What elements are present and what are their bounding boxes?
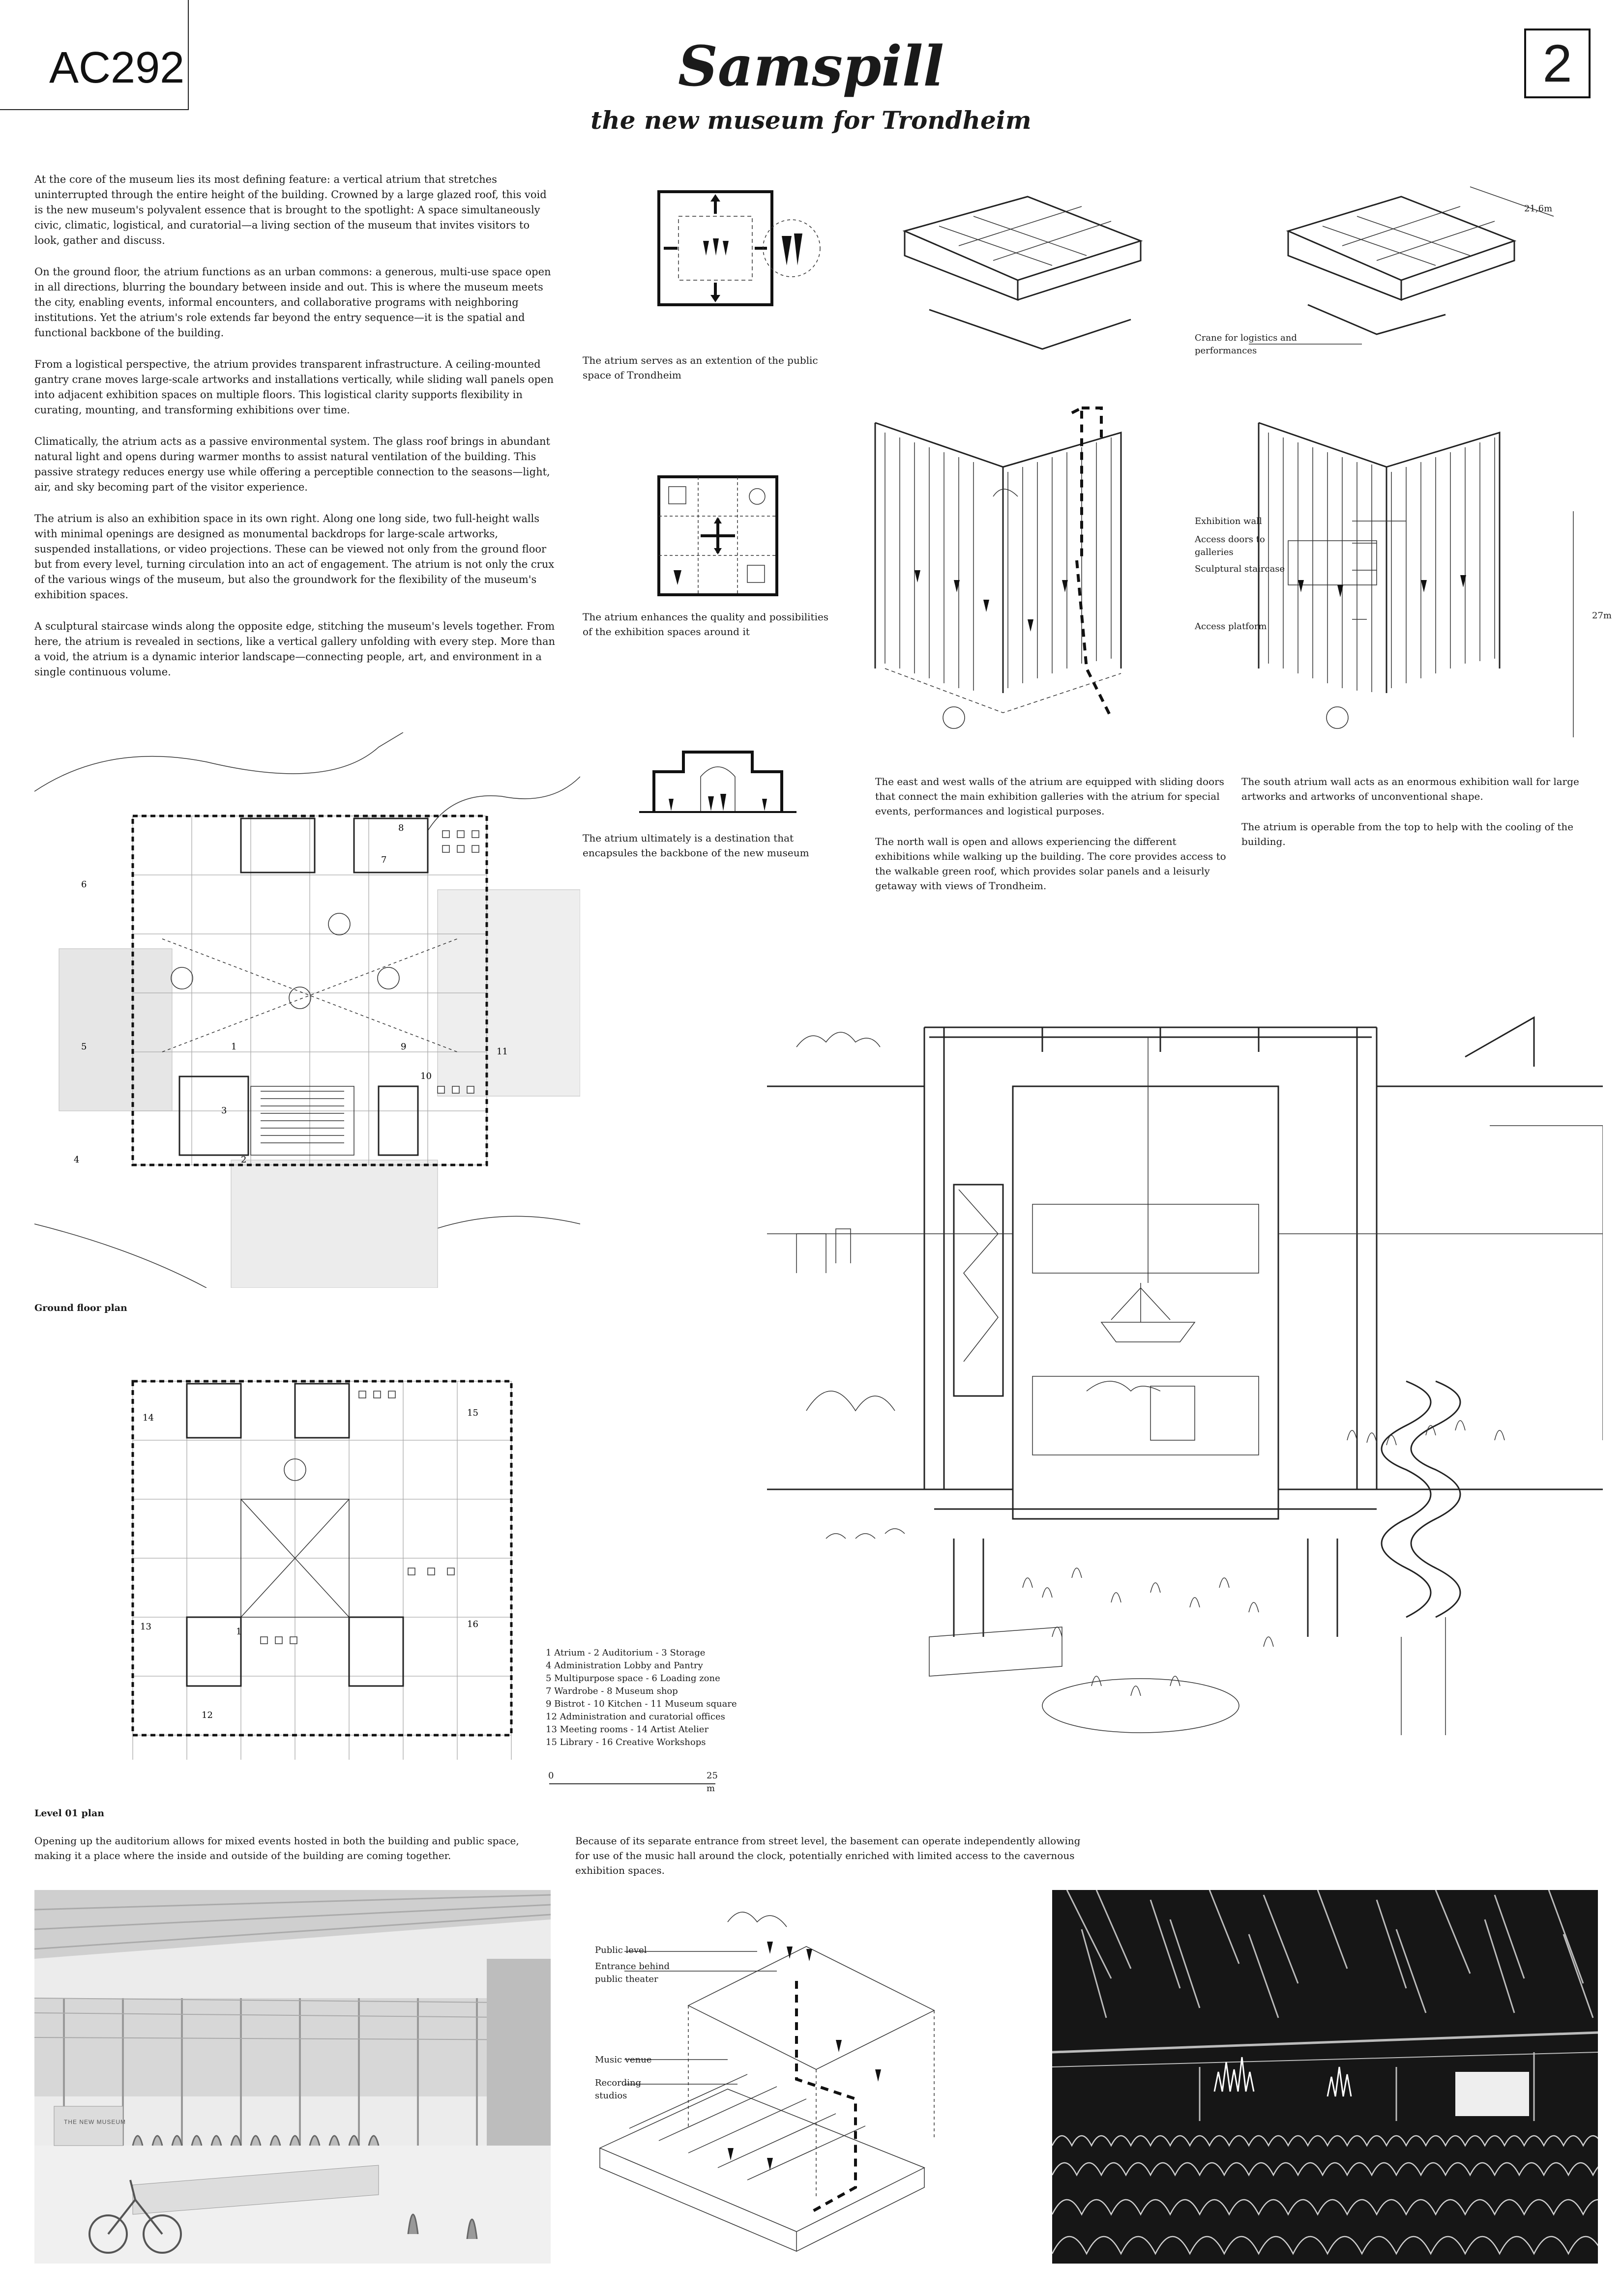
svg-text:9: 9 xyxy=(401,1042,407,1052)
page-subtitle: the new museum for Trondheim xyxy=(590,106,1032,135)
svg-text:7: 7 xyxy=(381,855,387,865)
axo-left xyxy=(875,197,1141,728)
ground-floor-plan-title: Ground floor plan xyxy=(34,1303,127,1313)
basement-label-entrance: Entrance behind public theater xyxy=(595,1961,670,1984)
page-number: 2 xyxy=(1542,33,1572,93)
legend-item: 12 Administration and curatorial offices xyxy=(546,1712,725,1722)
svg-text:13: 13 xyxy=(140,1622,151,1632)
diagram-caption-destination: The atrium ultimately is a destination that encapsules the backbone of the new museum xyxy=(583,832,809,859)
intro-paragraph: At the core of the museum lies its most defining feature: a vertical atrium that stretches uninterrupted through the entire height of the building. Crowned by a large glazed roof, this void is the new museum's polyvalent essence that is brought to the spotlight: A space simultaneously civic, climatic, logistical, and curatorial—a living section of the museum that invites visitors to look, gather and discuss. xyxy=(34,174,547,246)
basement-label-public-level: Public level xyxy=(595,1945,647,1955)
bottom-text-left: Opening up the auditorium allows for mixed events hosted in both the building and public space, making it a place where the inside and outside of the building are coming together. xyxy=(34,1835,519,1861)
svg-text:2: 2 xyxy=(241,1155,247,1165)
svg-text:3: 3 xyxy=(221,1105,227,1116)
svg-text:8: 8 xyxy=(398,823,404,833)
axo-label-platform: Access platform xyxy=(1195,621,1267,632)
intro-paragraph: On the ground floor, the atrium functions as an urban commons: a generous, multi-use space open in all directions, blurring the boundary between inside and out. This is where the museum meets the city, enabling events, informal encounters, and collaborative programs with neighboring institutions. Yet the atrium's role extends far beyond the entry sequence—it is the spatial and functional backbone of the building. xyxy=(34,266,551,339)
legend-item: 5 Multipurpose space - 6 Loading zone xyxy=(546,1673,720,1684)
diagram-caption-public: The atrium serves as an extention of the public space of Trondheim xyxy=(583,354,818,381)
svg-text:1: 1 xyxy=(231,1042,237,1052)
svg-text:15: 15 xyxy=(467,1408,478,1418)
svg-text:10: 10 xyxy=(420,1071,432,1081)
axo-paragraph: The south atrium wall acts as an enormous exhibition wall for large artworks and artworks of unconventional shape. xyxy=(1241,776,1579,802)
svg-text:5: 5 xyxy=(81,1042,87,1052)
legend-item: 4 Administration Lobby and Pantry xyxy=(546,1660,703,1671)
axo-text-right xyxy=(1241,774,1586,849)
axo-label-staircase: Sculptural staircase xyxy=(1195,564,1285,574)
auditorium-render xyxy=(34,1890,551,2264)
plan-legend xyxy=(546,1647,752,1749)
page-title: Samspill xyxy=(678,34,944,99)
level-01-plan xyxy=(113,1371,536,1765)
scale-bar xyxy=(548,1770,725,1794)
page-number-box xyxy=(1524,29,1591,98)
svg-text:4: 4 xyxy=(74,1155,80,1165)
diagram-caption-exhibition: The atrium enhances the quality and possibilities of the exhibition spaces around it xyxy=(583,611,829,638)
atrium-section-perspective xyxy=(767,998,1603,1794)
svg-text:6: 6 xyxy=(81,879,87,890)
diagram-exhibition xyxy=(654,472,782,600)
axo-label-crane: Crane for logistics and performances xyxy=(1195,333,1297,356)
level-01-plan-title: Level 01 plan xyxy=(34,1808,105,1819)
legend-item: 7 Wardrobe - 8 Museum shop xyxy=(546,1686,678,1696)
axo-dimension-height: 27m xyxy=(1592,610,1612,621)
concert-render xyxy=(1052,1890,1598,2264)
axo-text-left xyxy=(875,774,1229,893)
scale-start: 0 xyxy=(548,1771,554,1781)
legend-item: 9 Bistrot - 10 Kitchen - 11 Museum square xyxy=(546,1699,737,1709)
svg-text:14: 14 xyxy=(143,1413,154,1423)
legend-item: 13 Meeting rooms - 14 Artist Atelier xyxy=(546,1724,709,1735)
axo-right xyxy=(1249,187,1573,737)
axo-label-exhibition-wall: Exhibition wall xyxy=(1195,516,1262,526)
axo-paragraph: The north wall is open and allows experiencing the different exhibitions while walking up the building. The core provides access to the walkable green roof, which provides solar panels and a leisurly getaway with views of Trondheim. xyxy=(875,836,1226,892)
legend-item: 15 Library - 16 Creative Workshops xyxy=(546,1737,706,1747)
axo-paragraph: The atrium is operable from the top to help with the cooling of the building. xyxy=(1241,821,1574,847)
scale-end: 25 m xyxy=(707,1771,718,1794)
project-code: AC292 xyxy=(49,43,185,92)
legend-item: 1 Atrium - 2 Auditorium - 3 Storage xyxy=(546,1648,706,1658)
intro-paragraph: The atrium is also an exhibition space in its own right. Along one long side, two full-height walls with minimal openings are designed as monumental backdrops for large-scale artworks, suspended installations, or video projections. These can be viewed not only from the ground floor but from every level, turning circulation into an act of engagement. The atrium is not only the crux of the various wings of the museum, but also the groundwork for the flexibility of the museum's exhibition spaces. xyxy=(34,513,555,601)
svg-text:12: 12 xyxy=(202,1710,213,1720)
svg-text:1: 1 xyxy=(236,1627,242,1637)
axo-dimension-width: 21,6m xyxy=(1524,203,1553,214)
axo-paragraph: The east and west walls of the atrium are equipped with sliding doors that connect the main exhibition galleries with the atrium for special events, performances and logistical purposes. xyxy=(875,776,1224,817)
axo-label-access-doors: Access doors to galleries xyxy=(1195,534,1265,557)
auditorium-render-drawing xyxy=(34,1890,551,2264)
scale-line xyxy=(549,1783,715,1784)
intro-paragraph: From a logistical perspective, the atrium provides transparent infrastructure. A ceiling-mounted gantry crane moves large-scale artworks and installations vertically, while sliding wall panels open into adjacent exhibition spaces on multiple floors. This logistical clarity supports flexibility in curating, mounting, and transforming exhibitions over time. xyxy=(34,358,554,416)
concert-render-drawing xyxy=(1052,1890,1598,2264)
basement-label-recording: Recording studios xyxy=(595,2078,642,2101)
svg-text:11: 11 xyxy=(497,1046,508,1057)
intro-paragraph: Climatically, the atrium acts as a passive environmental system. The glass roof brings in abundant natural light and opens during warmer months to assist natural ventilation of the building. This passive strategy reduces energy use while offering a perceptible connection to the seasons—light, air, and sky becoming part of the visitor experience. xyxy=(34,436,550,493)
diagram-public-space xyxy=(615,172,821,339)
intro-paragraph: A sculptural staircase winds along the opposite edge, stitching the museum's levels together. From here, the atrium is revealed in sections, like a vertical gallery unfolding with every step. More than a void, the atrium is a dynamic interior landscape—connecting people, art, and environment in a single continuous volume. xyxy=(34,620,556,678)
intro-text xyxy=(34,172,556,696)
ground-floor-plan xyxy=(34,732,580,1288)
basement-label-music: Music venue xyxy=(595,2055,652,2065)
render-sign: THE NEW MUSEUM xyxy=(64,2119,126,2125)
diagram-destination xyxy=(639,737,796,816)
axonometric-diagrams xyxy=(855,177,1613,757)
bottom-text-right: Because of its separate entrance from street level, the basement can operate independently allowing for use of the music hall around the clock, potentially enriched with limited access to the cavernous exhibition spaces. xyxy=(575,1835,1081,1876)
svg-text:16: 16 xyxy=(467,1619,478,1629)
